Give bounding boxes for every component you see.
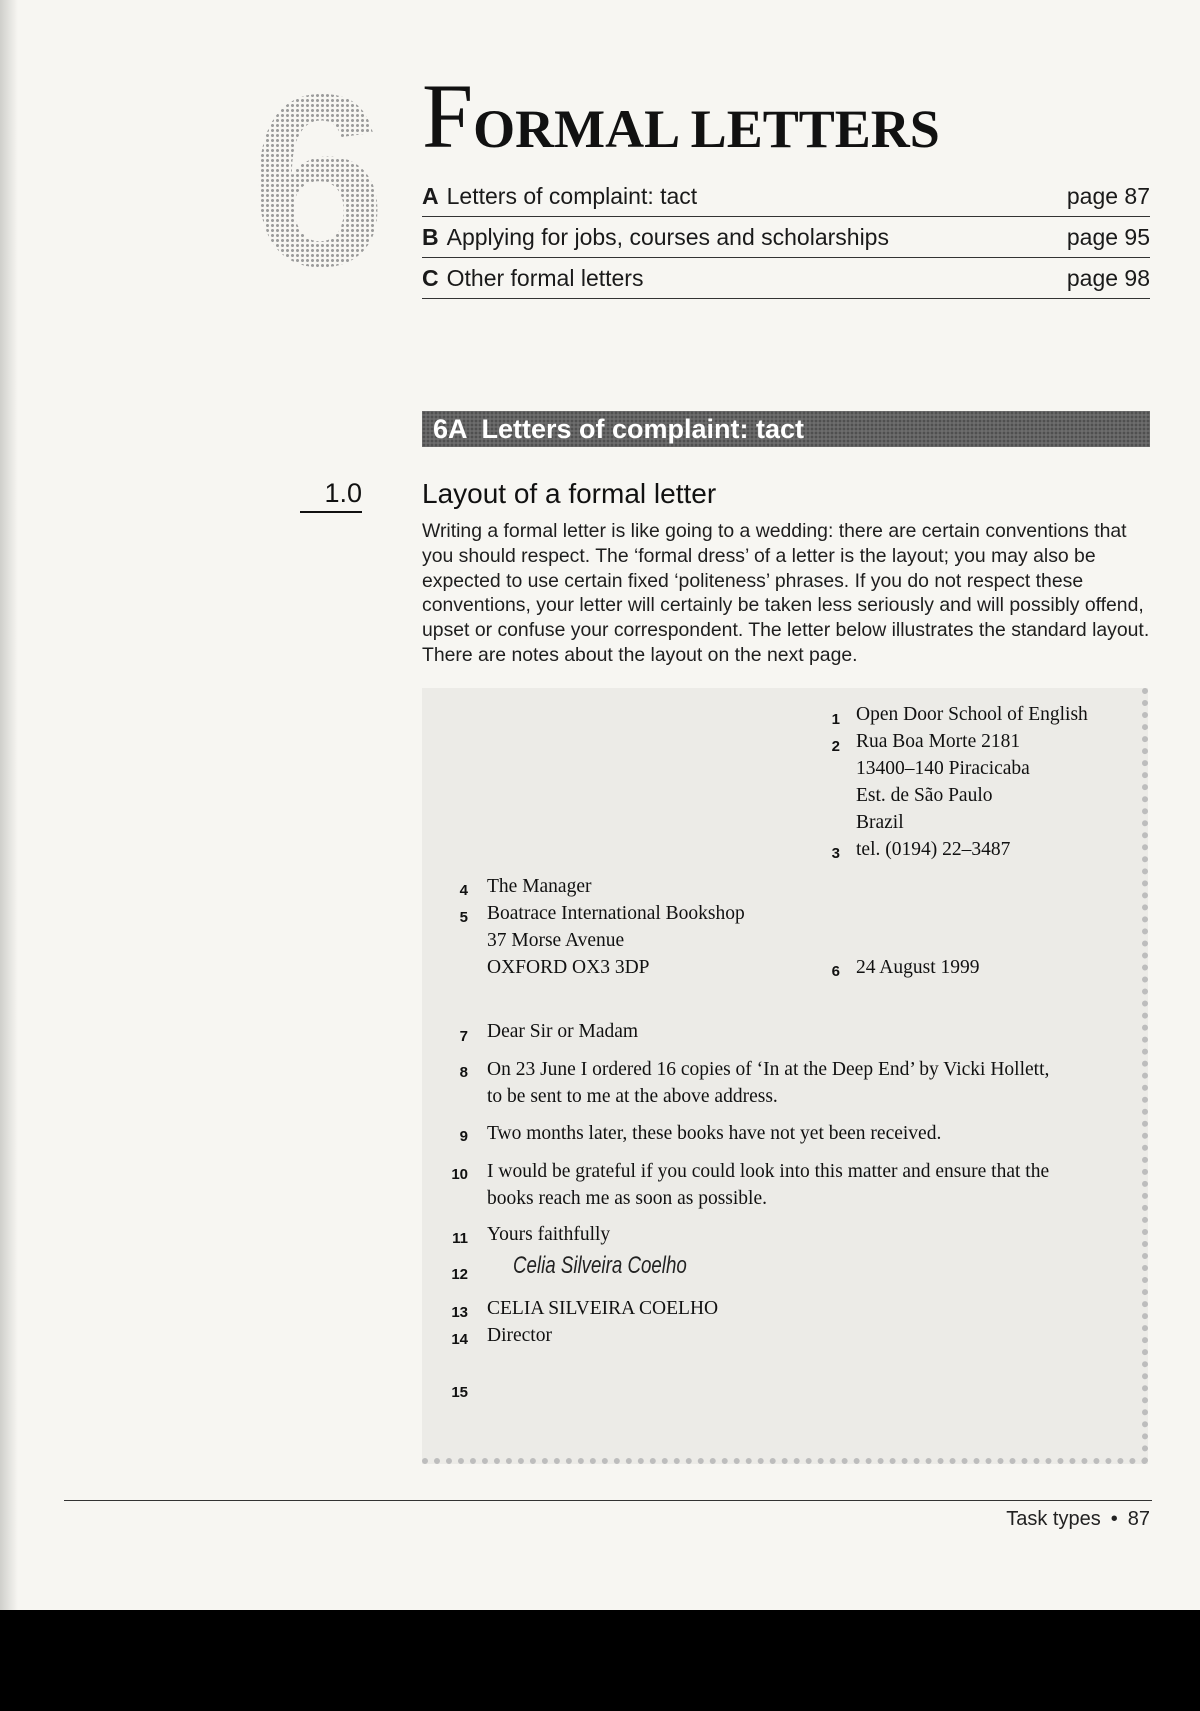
intro-paragraph: Writing a formal letter is like going to a wedding: there are certain conventions that you should respect. The ‘formal dress’ of a letter is the layout; you may also be expected to use certain fixed ‘politeness’ phrases. If you do not respect these conventions, your letter will certainly be taken less seriously and will possibly offend, upset or confuse your correspondent. The letter below illustrates the standard layout. There are notes about the layout on the next page. bbox=[422, 520, 1150, 666]
chapter-title bbox=[422, 65, 940, 167]
sender-line: Open Door School of English bbox=[856, 704, 1088, 725]
marker-12: 12 bbox=[451, 1266, 468, 1283]
signer-name: CELIA SILVEIRA COELHO bbox=[487, 1298, 719, 1319]
chapter-title-initial: F bbox=[422, 65, 474, 167]
letter-closing: Yours faithfully bbox=[487, 1224, 611, 1245]
subsection-title: Layout of a formal letter bbox=[422, 478, 717, 509]
section-title: Letters of complaint: tact bbox=[481, 414, 805, 444]
toc-item-label: Applying for jobs, courses and scholarships bbox=[446, 223, 889, 250]
page-edge-shadow bbox=[0, 0, 18, 1610]
signer-position: Director bbox=[487, 1325, 552, 1346]
marker-6: 6 bbox=[831, 963, 840, 980]
recipient-line: OXFORD OX3 3DP bbox=[487, 957, 650, 978]
toc-item-a bbox=[422, 176, 1150, 217]
marker-9: 9 bbox=[459, 1128, 468, 1145]
footer-label: Task types bbox=[1006, 1508, 1101, 1530]
marker-7: 7 bbox=[459, 1028, 468, 1045]
sender-telephone: tel. (0194) 22–3487 bbox=[856, 839, 1011, 860]
marker-15: 15 bbox=[451, 1384, 468, 1401]
sender-line: 13400–140 Piracicaba bbox=[856, 758, 1030, 779]
marker-2: 2 bbox=[831, 738, 840, 755]
toc-item-label-wrap bbox=[422, 183, 697, 210]
sender-line: Rua Boa Morte 2181 bbox=[856, 731, 1021, 752]
marker-5: 5 bbox=[459, 909, 468, 926]
letter-paragraph-line: I would be grateful if you could look into this matter and ensure that the bbox=[487, 1161, 1050, 1182]
section-code: 6A bbox=[433, 414, 468, 444]
toc-item-b bbox=[422, 217, 1150, 258]
toc-item-letter: C bbox=[422, 264, 439, 291]
letter-paragraph-line: to be sent to me at the above address. bbox=[487, 1086, 778, 1107]
toc-item-letter: A bbox=[422, 182, 439, 209]
marker-4: 4 bbox=[459, 882, 468, 899]
chapter-title-rest: ORMAL LETTERS bbox=[473, 99, 940, 159]
handwritten-signature: Celia Silveira Coelho bbox=[513, 1252, 687, 1279]
sender-line: Brazil bbox=[856, 812, 904, 833]
marker-11: 11 bbox=[452, 1230, 468, 1247]
toc-item-label-wrap bbox=[422, 224, 889, 251]
marker-1: 1 bbox=[831, 711, 840, 728]
toc-item-label-wrap bbox=[422, 265, 643, 292]
toc-item-label: Other formal letters bbox=[446, 264, 644, 291]
toc-item-page: page 98 bbox=[1066, 264, 1150, 291]
marker-10: 10 bbox=[451, 1166, 468, 1183]
toc-item-page: page 95 bbox=[1066, 223, 1150, 250]
footer-bullet: • bbox=[1110, 1508, 1118, 1530]
marker-3: 3 bbox=[831, 845, 840, 862]
marker-14: 14 bbox=[451, 1331, 468, 1348]
subsection-number: 1.0 bbox=[300, 478, 362, 513]
chapter-number: 6 bbox=[250, 43, 383, 317]
recipient-line: 37 Morse Avenue bbox=[487, 930, 625, 951]
recipient-line: Boatrace International Bookshop bbox=[487, 903, 745, 924]
letter-paragraph-line: On 23 June I ordered 16 copies of ‘In at the Deep End’ by Vicki Hollett, bbox=[487, 1059, 1050, 1080]
letter-date: 24 August 1999 bbox=[856, 957, 980, 978]
page-number: 87 bbox=[1127, 1508, 1150, 1530]
letter-salutation: Dear Sir or Madam bbox=[487, 1021, 639, 1042]
recipient-line: The Manager bbox=[487, 876, 592, 897]
letter-paragraph-line: Two months later, these books have not yet been received. bbox=[487, 1123, 942, 1144]
sender-line: Est. de São Paulo bbox=[856, 785, 993, 806]
toc-item-letter: B bbox=[422, 223, 439, 250]
marker-13: 13 bbox=[451, 1304, 468, 1321]
chapter-contents bbox=[422, 176, 1150, 299]
marker-8: 8 bbox=[459, 1064, 468, 1081]
toc-item-label: Letters of complaint: tact bbox=[446, 182, 698, 209]
page-footer bbox=[1006, 1508, 1150, 1531]
toc-item-c bbox=[422, 258, 1150, 299]
section-heading-bar bbox=[422, 411, 1150, 447]
toc-item-page: page 87 bbox=[1066, 182, 1150, 209]
letter-paragraph-line: books reach me as soon as possible. bbox=[487, 1188, 767, 1209]
footer-rule bbox=[64, 1500, 1152, 1501]
